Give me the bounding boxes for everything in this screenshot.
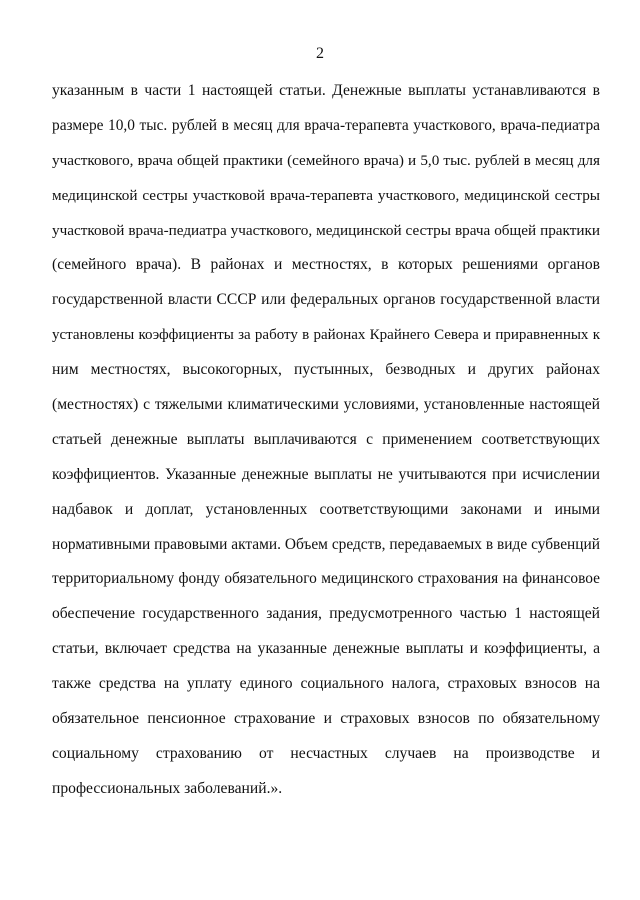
- text-line-5: участковой врача-педиатра участкового, медицинской сестры врача общей практики: [52, 221, 600, 239]
- text-line-7: государственной власти СССР или федеральных органов государственной власти: [52, 291, 600, 309]
- text-line-8: установлены коэффициенты за работу в районах Крайнего Севера и приравненных к: [52, 327, 600, 344]
- text-line-19: обязательное пенсионное страхование и страховых взносов по обязательному: [52, 710, 600, 728]
- text-line-10: (местностях) с тяжелыми климатическими условиями, установленные настоящей: [52, 396, 600, 414]
- text-line-9: ним местностях, высокогорных, пустынных, безводных и других районах: [52, 361, 600, 379]
- text-line-12: коэффициентов. Указанные денежные выплаты не учитываются при исчислении: [52, 465, 600, 483]
- text-line-18: также средства на уплату единого социального налога, страховых взносов на: [52, 675, 600, 693]
- page-number: 2: [316, 45, 324, 62]
- text-line-20: социальному страхованию от несчастных случаев на производстве и: [52, 744, 600, 762]
- document-body: [52, 78, 600, 811]
- text-line-1: указанным в части 1 настоящей статьи. Денежные выплаты устанавливаются в: [52, 82, 600, 99]
- text-line-13: надбавок и доплат, установленных соответствующими законами и иными: [52, 500, 600, 518]
- text-line-3: участкового, врача общей практики (семейного врача) и 5,0 тыс. рублей в месяц для: [52, 151, 600, 169]
- text-line-2: размере 10,0 тыс. рублей в месяц для врача-терапевта участкового, врача-педиатра: [52, 116, 600, 134]
- text-line-11: статьей денежные выплаты выплачиваются с применением соответствующих: [52, 430, 600, 448]
- text-line-6: (семейного врача). В районах и местностях, в которых решениями органов: [52, 256, 600, 274]
- text-line-14: нормативными правовыми актами. Объем средств, передаваемых в виде субвенций: [52, 535, 600, 553]
- text-line-15: территориальному фонду обязательного медицинского страхования на финансовое: [52, 570, 600, 588]
- text-line-17: статьи, включает средства на указанные денежные выплаты и коэффициенты, а: [52, 640, 600, 658]
- text-line-21: профессиональных заболеваний.».: [52, 779, 283, 797]
- text-line-4: медицинской сестры участковой врача-терапевта участкового, медицинской сестры: [52, 186, 600, 204]
- text-line-16: обеспечение государственного задания, предусмотренного частью 1 настоящей: [52, 605, 600, 623]
